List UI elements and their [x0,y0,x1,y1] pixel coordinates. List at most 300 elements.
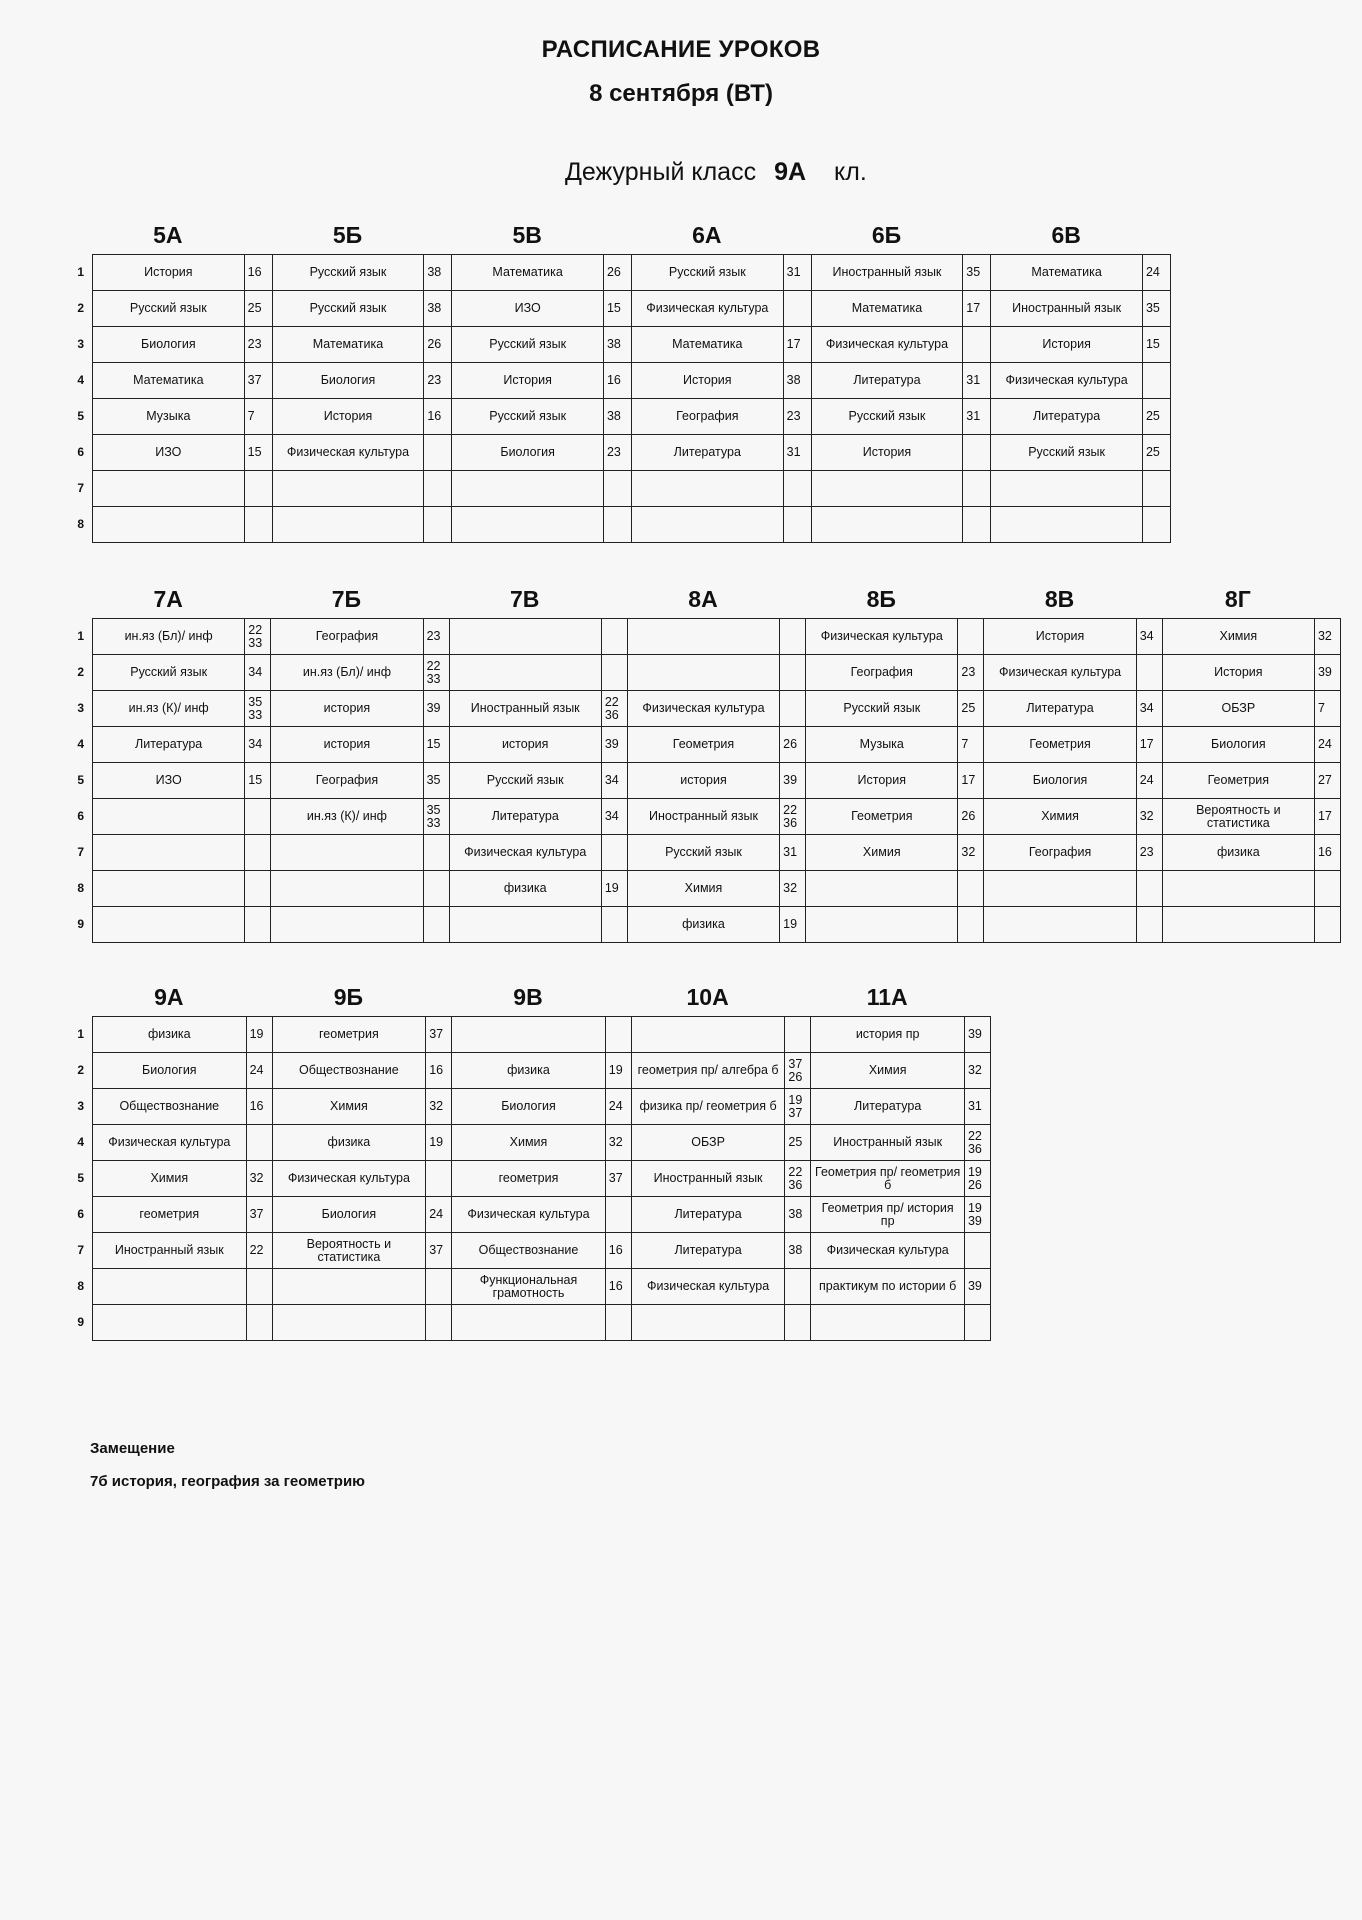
room-cell: 23 [783,399,811,435]
lesson-number: 1 [77,629,84,643]
room-cell [964,1305,990,1341]
subject-cell: геометрия [93,1197,247,1233]
room-cell: 22 36 [964,1125,990,1161]
room-cell [785,1305,811,1341]
table-row [93,691,1341,727]
table-row [93,435,1171,471]
room-cell: 25 [958,691,984,727]
subject-cell [271,871,423,907]
subject-cell: Русский язык [991,435,1143,471]
room-cell: 32 [964,1053,990,1089]
lesson-number: 9 [77,1315,84,1329]
room-cell: 26 [603,255,631,291]
room-cell: 16 [244,255,272,291]
table-row [93,619,1341,655]
lesson-number: 4 [77,373,84,387]
schedule-table [92,618,1341,943]
room-cell: 34 [245,727,271,763]
room-cell: 37 [244,363,272,399]
subject-cell: Иностранный язык [811,1125,965,1161]
room-cell: 34 [1136,619,1162,655]
room-cell: 24 [1142,255,1170,291]
room-cell [424,435,452,471]
room-cell [1142,507,1170,543]
subject-cell [271,907,423,943]
room-cell [601,655,627,691]
room-cell [1142,471,1170,507]
room-cell: 19 [601,871,627,907]
subject-cell: Физическая культура [449,835,601,871]
subject-cell: Обществознание [272,1053,426,1089]
schedule-table [92,1016,991,1341]
room-cell: 34 [1136,691,1162,727]
table-row [93,727,1341,763]
subject-cell: Химия [627,871,779,907]
subject-cell: Геометрия пр/ история пр [811,1197,965,1233]
room-cell [958,907,984,943]
subject-cell: Геометрия [1162,763,1314,799]
subject-cell: ин.яз (Бл)/ инф [93,619,245,655]
room-cell: 31 [963,399,991,435]
room-cell [1136,907,1162,943]
lesson-number: 2 [77,301,84,315]
notes-text: 7б история, география за геометрию [90,1473,365,1490]
room-cell: 19 37 [785,1089,811,1125]
room-cell: 19 [426,1125,452,1161]
subject-cell: геометрия пр/ алгебра б [631,1053,785,1089]
table-row [93,471,1171,507]
room-cell [1142,363,1170,399]
lesson-number: 6 [77,1207,84,1221]
duty-class: 9А [774,158,807,186]
subject-cell: Литература [631,1233,785,1269]
room-cell: 34 [601,763,627,799]
room-cell: 38 [603,399,631,435]
subject-cell: Иностранный язык [627,799,779,835]
subject-cell: Литература [984,691,1136,727]
room-cell [958,619,984,655]
room-cell [424,471,452,507]
lesson-number: 1 [77,265,84,279]
table-row [93,399,1171,435]
room-cell: 35 [1142,291,1170,327]
lesson-number: 5 [77,1171,84,1185]
subject-cell [271,835,423,871]
room-cell: 15 [1142,327,1170,363]
room-cell: 23 [424,363,452,399]
room-cell: 39 [964,1017,990,1053]
lesson-number: 8 [77,517,84,531]
subject-cell [631,471,783,507]
room-cell [1314,907,1340,943]
room-cell: 16 [246,1089,272,1125]
subject-cell: ин.яз (К)/ инф [93,691,245,727]
room-cell: 34 [245,655,271,691]
room-cell: 31 [783,255,811,291]
class-name: 7В [510,586,540,612]
subject-cell: Литература [93,727,245,763]
room-cell [244,507,272,543]
subject-cell: Литература [631,435,783,471]
subject-cell: История [631,363,783,399]
subject-cell: История [806,763,958,799]
class-name: 6Б [871,222,902,248]
table-row [93,1125,991,1161]
subject-cell: практикум по истории б [811,1269,965,1305]
subject-cell [272,471,424,507]
room-cell [423,907,449,943]
subject-cell: Вероятность и статистика [1162,799,1314,835]
lesson-number: 4 [77,737,84,751]
page-date: 8 сентября (ВТ) [589,80,773,107]
subject-cell: Литература [811,363,963,399]
lesson-number: 7 [77,481,84,495]
lesson-number: 1 [77,1027,84,1041]
lesson-number: 3 [77,1099,84,1113]
subject-cell [449,655,601,691]
room-cell [245,799,271,835]
room-cell: 27 [1314,763,1340,799]
room-cell: 31 [963,363,991,399]
room-cell [780,691,806,727]
subject-cell: история [627,763,779,799]
lesson-number: 7 [77,1243,84,1257]
room-cell: 35 33 [245,691,271,727]
lesson-number: 8 [77,881,84,895]
subject-cell: Физическая культура [627,691,779,727]
subject-cell [272,1305,426,1341]
subject-cell: ин.яз (Бл)/ инф [271,655,423,691]
subject-cell [806,871,958,907]
room-cell: 7 [958,727,984,763]
room-cell: 35 [963,255,991,291]
subject-cell [452,507,604,543]
subject-cell [452,1017,606,1053]
subject-cell: Биология [272,363,424,399]
room-cell: 38 [424,255,452,291]
room-cell: 22 36 [785,1161,811,1197]
room-cell: 17 [783,327,811,363]
room-cell: 37 26 [785,1053,811,1089]
class-name: 8Г [1224,586,1251,612]
subject-cell: Биология [93,327,245,363]
room-cell [423,835,449,871]
subject-cell: Вероятность и статистика [272,1233,426,1269]
room-cell: 34 [601,799,627,835]
subject-cell: физика [452,1053,606,1089]
room-cell: 23 [958,655,984,691]
lesson-number: 8 [77,1279,84,1293]
subject-cell: Биология [272,1197,426,1233]
room-cell: 22 [246,1233,272,1269]
room-cell [963,327,991,363]
subject-cell [93,835,245,871]
room-cell [601,619,627,655]
room-cell [601,835,627,871]
class-name: 7А [153,586,183,612]
subject-cell: Геометрия пр/ геометрия б [811,1161,965,1197]
class-name: 9Б [333,984,364,1010]
subject-cell [1162,907,1314,943]
schedule-table [92,254,1171,543]
subject-cell: Химия [984,799,1136,835]
room-cell [780,619,806,655]
room-cell: 24 [1136,763,1162,799]
subject-cell [627,619,779,655]
class-name: 8А [688,586,718,612]
table-row [93,363,1171,399]
room-cell: 31 [783,435,811,471]
room-cell: 17 [1136,727,1162,763]
subject-cell: Физическая культура [93,1125,247,1161]
subject-cell [272,1269,426,1305]
subject-cell [93,871,245,907]
subject-cell [811,1305,965,1341]
lesson-number: 3 [77,701,84,715]
subject-cell: Химия [93,1161,247,1197]
table-row [93,1197,991,1233]
page-title: РАСПИСАНИЕ УРОКОВ [541,36,821,63]
room-cell [958,871,984,907]
room-cell: 25 [1142,435,1170,471]
room-cell: 22 36 [780,799,806,835]
lesson-number: 5 [77,773,84,787]
table-row [93,799,1341,835]
room-cell: 39 [1314,655,1340,691]
subject-cell: Иностранный язык [811,255,963,291]
subject-cell: Обществознание [452,1233,606,1269]
room-cell: 7 [244,399,272,435]
lesson-number: 4 [77,1135,84,1149]
room-cell [426,1269,452,1305]
subject-cell: Математика [991,255,1143,291]
subject-cell [1162,871,1314,907]
room-cell: 37 [426,1017,452,1053]
room-cell: 26 [780,727,806,763]
room-cell: 23 [244,327,272,363]
lesson-number: 6 [77,809,84,823]
subject-cell [449,907,601,943]
room-cell: 38 [783,363,811,399]
room-cell: 25 [1142,399,1170,435]
subject-cell [93,507,245,543]
room-cell: 38 [785,1197,811,1233]
room-cell: 26 [424,327,452,363]
subject-cell: Музыка [93,399,245,435]
room-cell: 35 33 [423,799,449,835]
subject-cell [806,907,958,943]
subject-cell: Литература [991,399,1143,435]
room-cell: 17 [963,291,991,327]
room-cell [783,291,811,327]
table-row [93,507,1171,543]
room-cell [246,1305,272,1341]
subject-cell [627,655,779,691]
subject-cell: Геометрия [806,799,958,835]
room-cell: 16 [1314,835,1340,871]
subject-cell: Иностранный язык [631,1161,785,1197]
room-cell: 15 [423,727,449,763]
subject-cell: Физическая культура [631,1269,785,1305]
subject-cell [991,471,1143,507]
subject-cell: Функциональная грамотность [452,1269,606,1305]
table-row [93,1305,991,1341]
subject-cell [631,1017,785,1053]
room-cell [426,1161,452,1197]
subject-cell: физика [449,871,601,907]
subject-cell: Физическая культура [811,1233,965,1269]
subject-cell: ИЗО [452,291,604,327]
subject-cell: физика [93,1017,247,1053]
subject-cell: Русский язык [452,327,604,363]
room-cell: 39 [780,763,806,799]
room-cell: 25 [244,291,272,327]
subject-cell: геометрия [272,1017,426,1053]
subject-cell: История [811,435,963,471]
subject-cell: Обществознание [93,1089,247,1125]
lesson-number: 3 [77,337,84,351]
room-cell: 17 [1314,799,1340,835]
room-cell [603,507,631,543]
duty-suffix: кл. [834,158,867,186]
subject-cell: Русский язык [452,399,604,435]
room-cell: 32 [605,1125,631,1161]
subject-cell: Русский язык [627,835,779,871]
room-cell [245,871,271,907]
subject-cell: История [991,327,1143,363]
subject-cell: Математика [631,327,783,363]
room-cell: 31 [964,1089,990,1125]
subject-cell: Биология [452,1089,606,1125]
subject-cell: Русский язык [93,655,245,691]
subject-cell [631,507,783,543]
substitution-notes [90,1440,365,1506]
class-name: 5Б [332,222,363,248]
room-cell: 15 [245,763,271,799]
duty-label: Дежурный класс [565,158,757,186]
subject-cell: Химия [452,1125,606,1161]
subject-cell: Математика [452,255,604,291]
room-cell: 19 26 [964,1161,990,1197]
room-cell [605,1305,631,1341]
table-row [93,1089,991,1125]
room-cell: 38 [603,327,631,363]
subject-cell [984,907,1136,943]
class-name: 8В [1044,586,1075,612]
subject-cell: География [984,835,1136,871]
subject-cell: ОБЗР [631,1125,785,1161]
room-cell [1136,871,1162,907]
table-row [93,255,1171,291]
room-cell: 37 [426,1233,452,1269]
table-row [93,1269,991,1305]
table-row [93,1233,991,1269]
table-row [93,655,1341,691]
table-row [93,1161,991,1197]
subject-cell [449,619,601,655]
room-cell: 16 [426,1053,452,1089]
subject-cell: Математика [93,363,245,399]
subject-cell: Иностранный язык [449,691,601,727]
table-row [93,1017,991,1053]
subject-cell: Биология [1162,727,1314,763]
subject-cell: Физическая культура [452,1197,606,1233]
room-cell: 16 [605,1269,631,1305]
table-row [93,907,1341,943]
room-cell: 39 [964,1269,990,1305]
room-cell: 17 [958,763,984,799]
room-cell: 7 [1314,691,1340,727]
subject-cell: Геометрия [984,727,1136,763]
room-cell: 24 [426,1197,452,1233]
room-cell: 16 [424,399,452,435]
subject-cell: Химия [272,1089,426,1125]
table-row [93,871,1341,907]
subject-cell: История [93,255,245,291]
room-cell [601,907,627,943]
room-cell: 32 [246,1161,272,1197]
room-cell [244,471,272,507]
subject-cell: история [449,727,601,763]
subject-cell [93,1269,247,1305]
subject-cell [811,471,963,507]
subject-cell: Русский язык [811,399,963,435]
table-row [93,1053,991,1089]
room-cell [605,1017,631,1053]
room-cell: 16 [605,1233,631,1269]
room-cell: 19 [605,1053,631,1089]
room-cell: 39 [601,727,627,763]
subject-cell [272,507,424,543]
subject-cell: Физическая культура [811,327,963,363]
room-cell: 38 [785,1233,811,1269]
class-name: 10А [686,984,729,1010]
subject-cell: Русский язык [449,763,601,799]
subject-cell: Математика [272,327,424,363]
room-cell [424,507,452,543]
lesson-number: 5 [77,409,84,423]
room-cell: 22 36 [601,691,627,727]
subject-cell: Геометрия [627,727,779,763]
subject-cell [991,507,1143,543]
subject-cell: Физическая культура [272,1161,426,1197]
room-cell: 32 [426,1089,452,1125]
subject-cell: История [984,619,1136,655]
room-cell [1314,871,1340,907]
class-name: 6В [1051,222,1081,248]
subject-cell: Литература [449,799,601,835]
class-name: 6А [692,222,722,248]
subject-cell: Русский язык [272,255,424,291]
notes-heading: Замещение [90,1440,175,1457]
subject-cell [93,1305,247,1341]
lesson-number: 2 [77,1063,84,1077]
room-cell [426,1305,452,1341]
room-cell: 37 [605,1161,631,1197]
subject-cell: История [1162,655,1314,691]
lesson-number: 7 [77,845,84,859]
subject-cell: Биология [93,1053,247,1089]
subject-cell: физика пр/ геометрия б [631,1089,785,1125]
room-cell: 38 [424,291,452,327]
room-cell: 32 [1314,619,1340,655]
lesson-number: 9 [77,917,84,931]
subject-cell: геометрия [452,1161,606,1197]
subject-cell: История [272,399,424,435]
subject-cell: Физическая культура [806,619,958,655]
subject-cell: География [271,619,423,655]
room-cell: 24 [246,1053,272,1089]
